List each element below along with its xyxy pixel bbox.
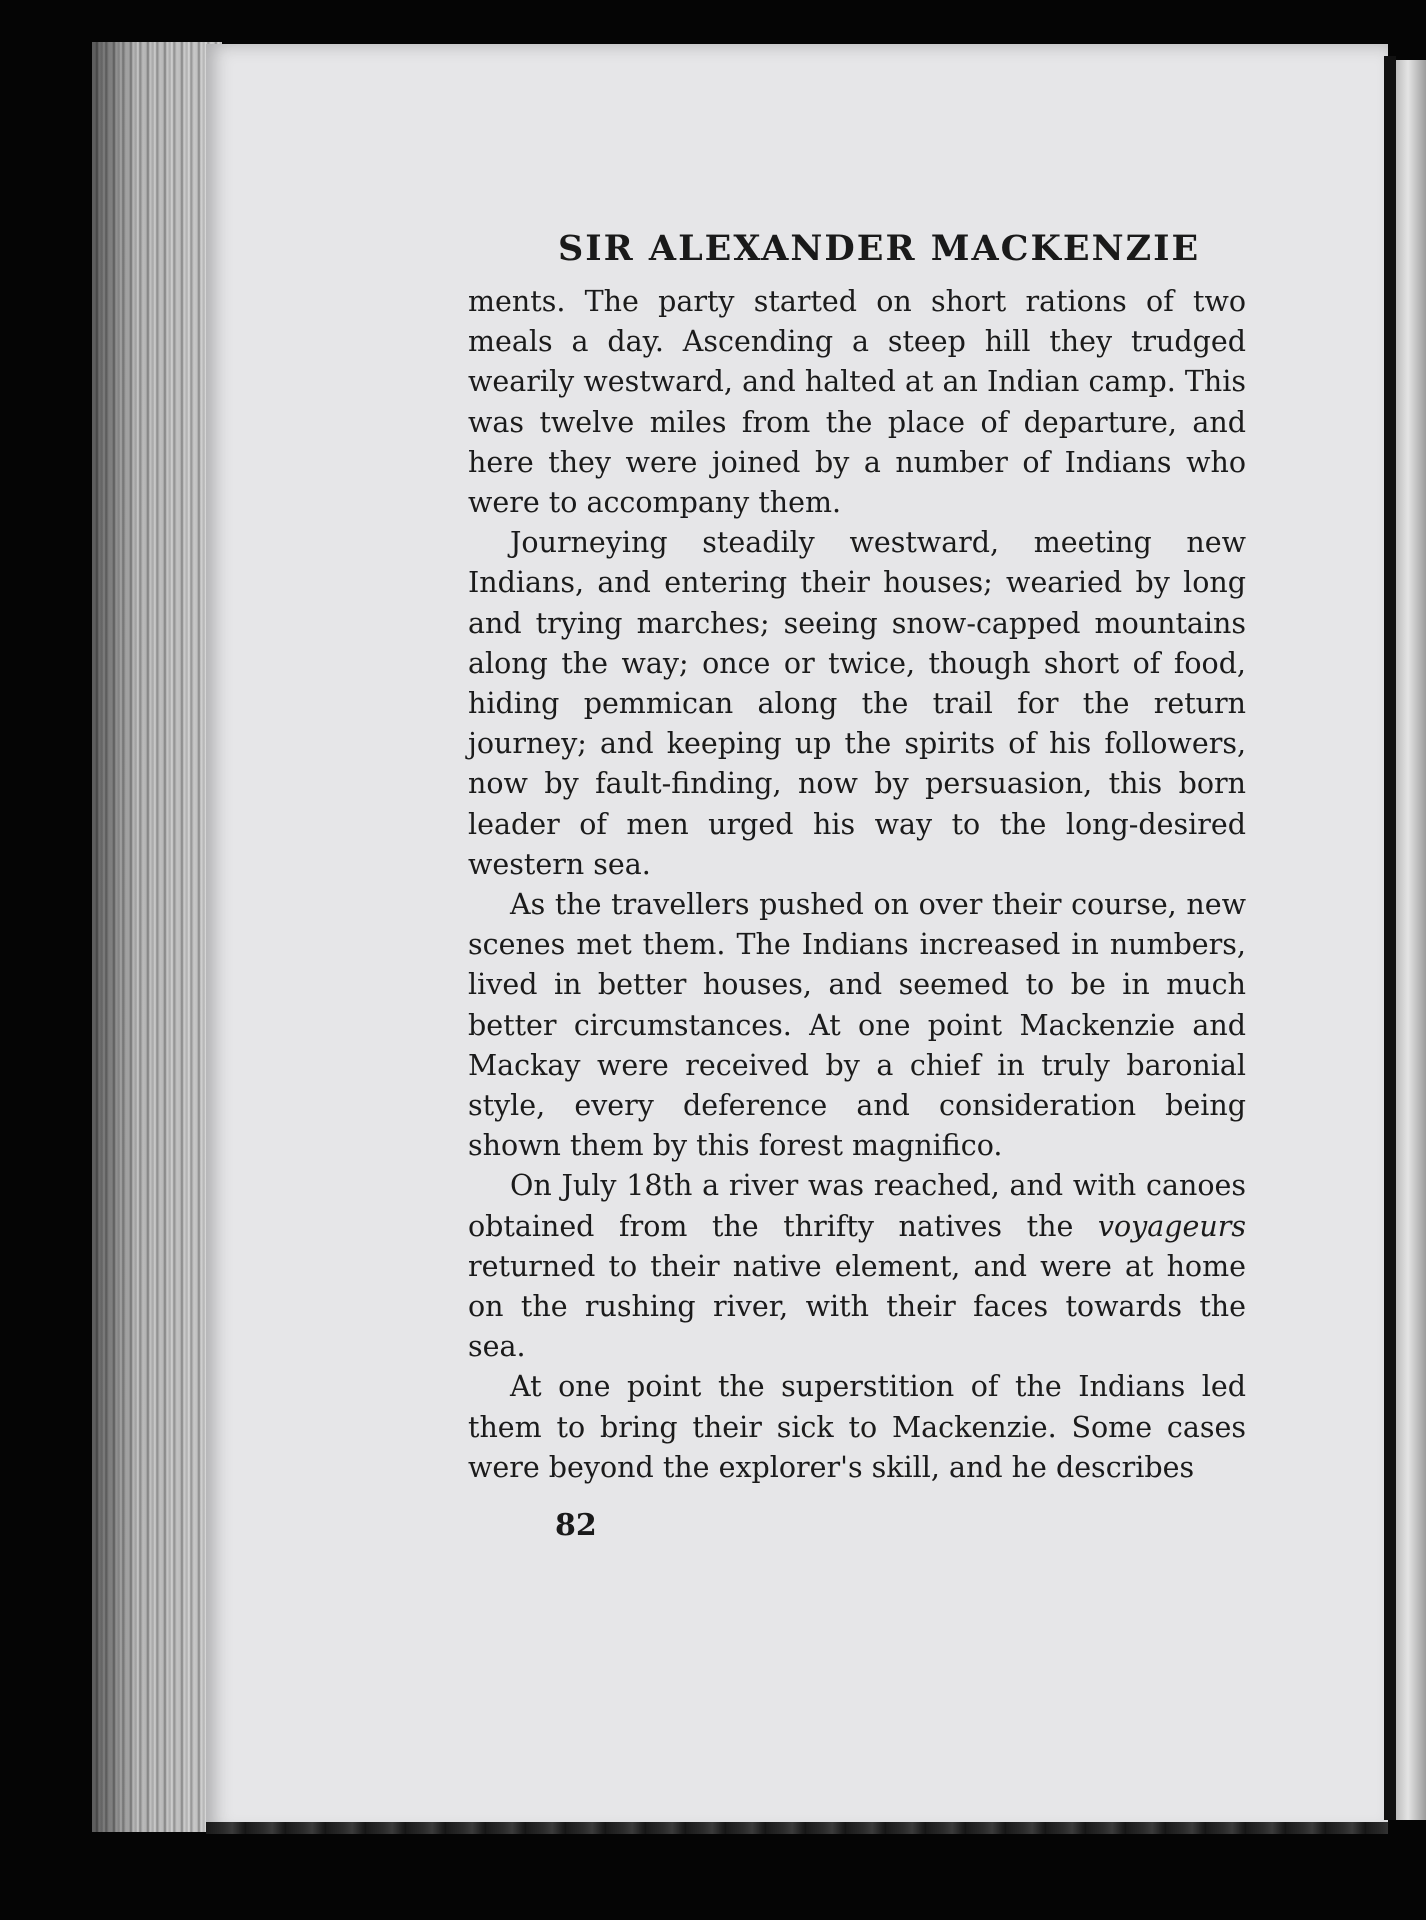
paragraph-5: At one point the superstition of the Indians led them to bring their sick to Mackenzie. Some cases were beyond the explorer's skill, and he describes (468, 1370, 1246, 1484)
paragraph-4-end: returned to their native element, and were at home on the rushing river, with their faces towards the sea. (468, 1249, 1246, 1364)
left-page-shadow (92, 42, 222, 1832)
right-page-edge (1396, 60, 1426, 1820)
bottom-page-edge (206, 1822, 1388, 1834)
italic-word: voyageurs (1097, 1209, 1246, 1243)
paragraph-4-start: On July 18th a river was reached, and with canoes obtained from the thrifty natives the (468, 1169, 1246, 1243)
running-head: SIR ALEXANDER MACKENZIE (558, 228, 1201, 269)
paragraph-1: ments. The party started on short rations of two meals a day. Ascending a steep hill they trudged wearily westward, and halted at an Indian camp. This was twelve miles from the place of departure, and here they were joined by a number of Indians who were to accompany them. (468, 285, 1246, 520)
paragraph-4 (468, 1166, 1246, 1367)
paragraph-2: Journeying steadily westward, meeting new Indians, and entering their houses; wearied by long and trying marches; seeing snow-capped mountains along the way; once or twice, though short of food, hiding pemmican along the trail for the return journey; and keeping up the spirits of his followers, now by fault-finding, now by persuasion, this born leader of men urged his way to the long-desired western sea. (468, 526, 1246, 881)
page-number: 82 (555, 1508, 597, 1543)
gutter-shadow (1384, 56, 1396, 1820)
paragraph-3: As the travellers pushed on over their course, new scenes met them. The Indians increased in numbers, lived in better houses, and seemed to be in much better circumstances. At one point Mackenzie and Mackay were received by a chief in truly baronial style, every deference and consideration being shown them by this forest magnifico. (468, 888, 1246, 1163)
body-text (468, 282, 1246, 1488)
